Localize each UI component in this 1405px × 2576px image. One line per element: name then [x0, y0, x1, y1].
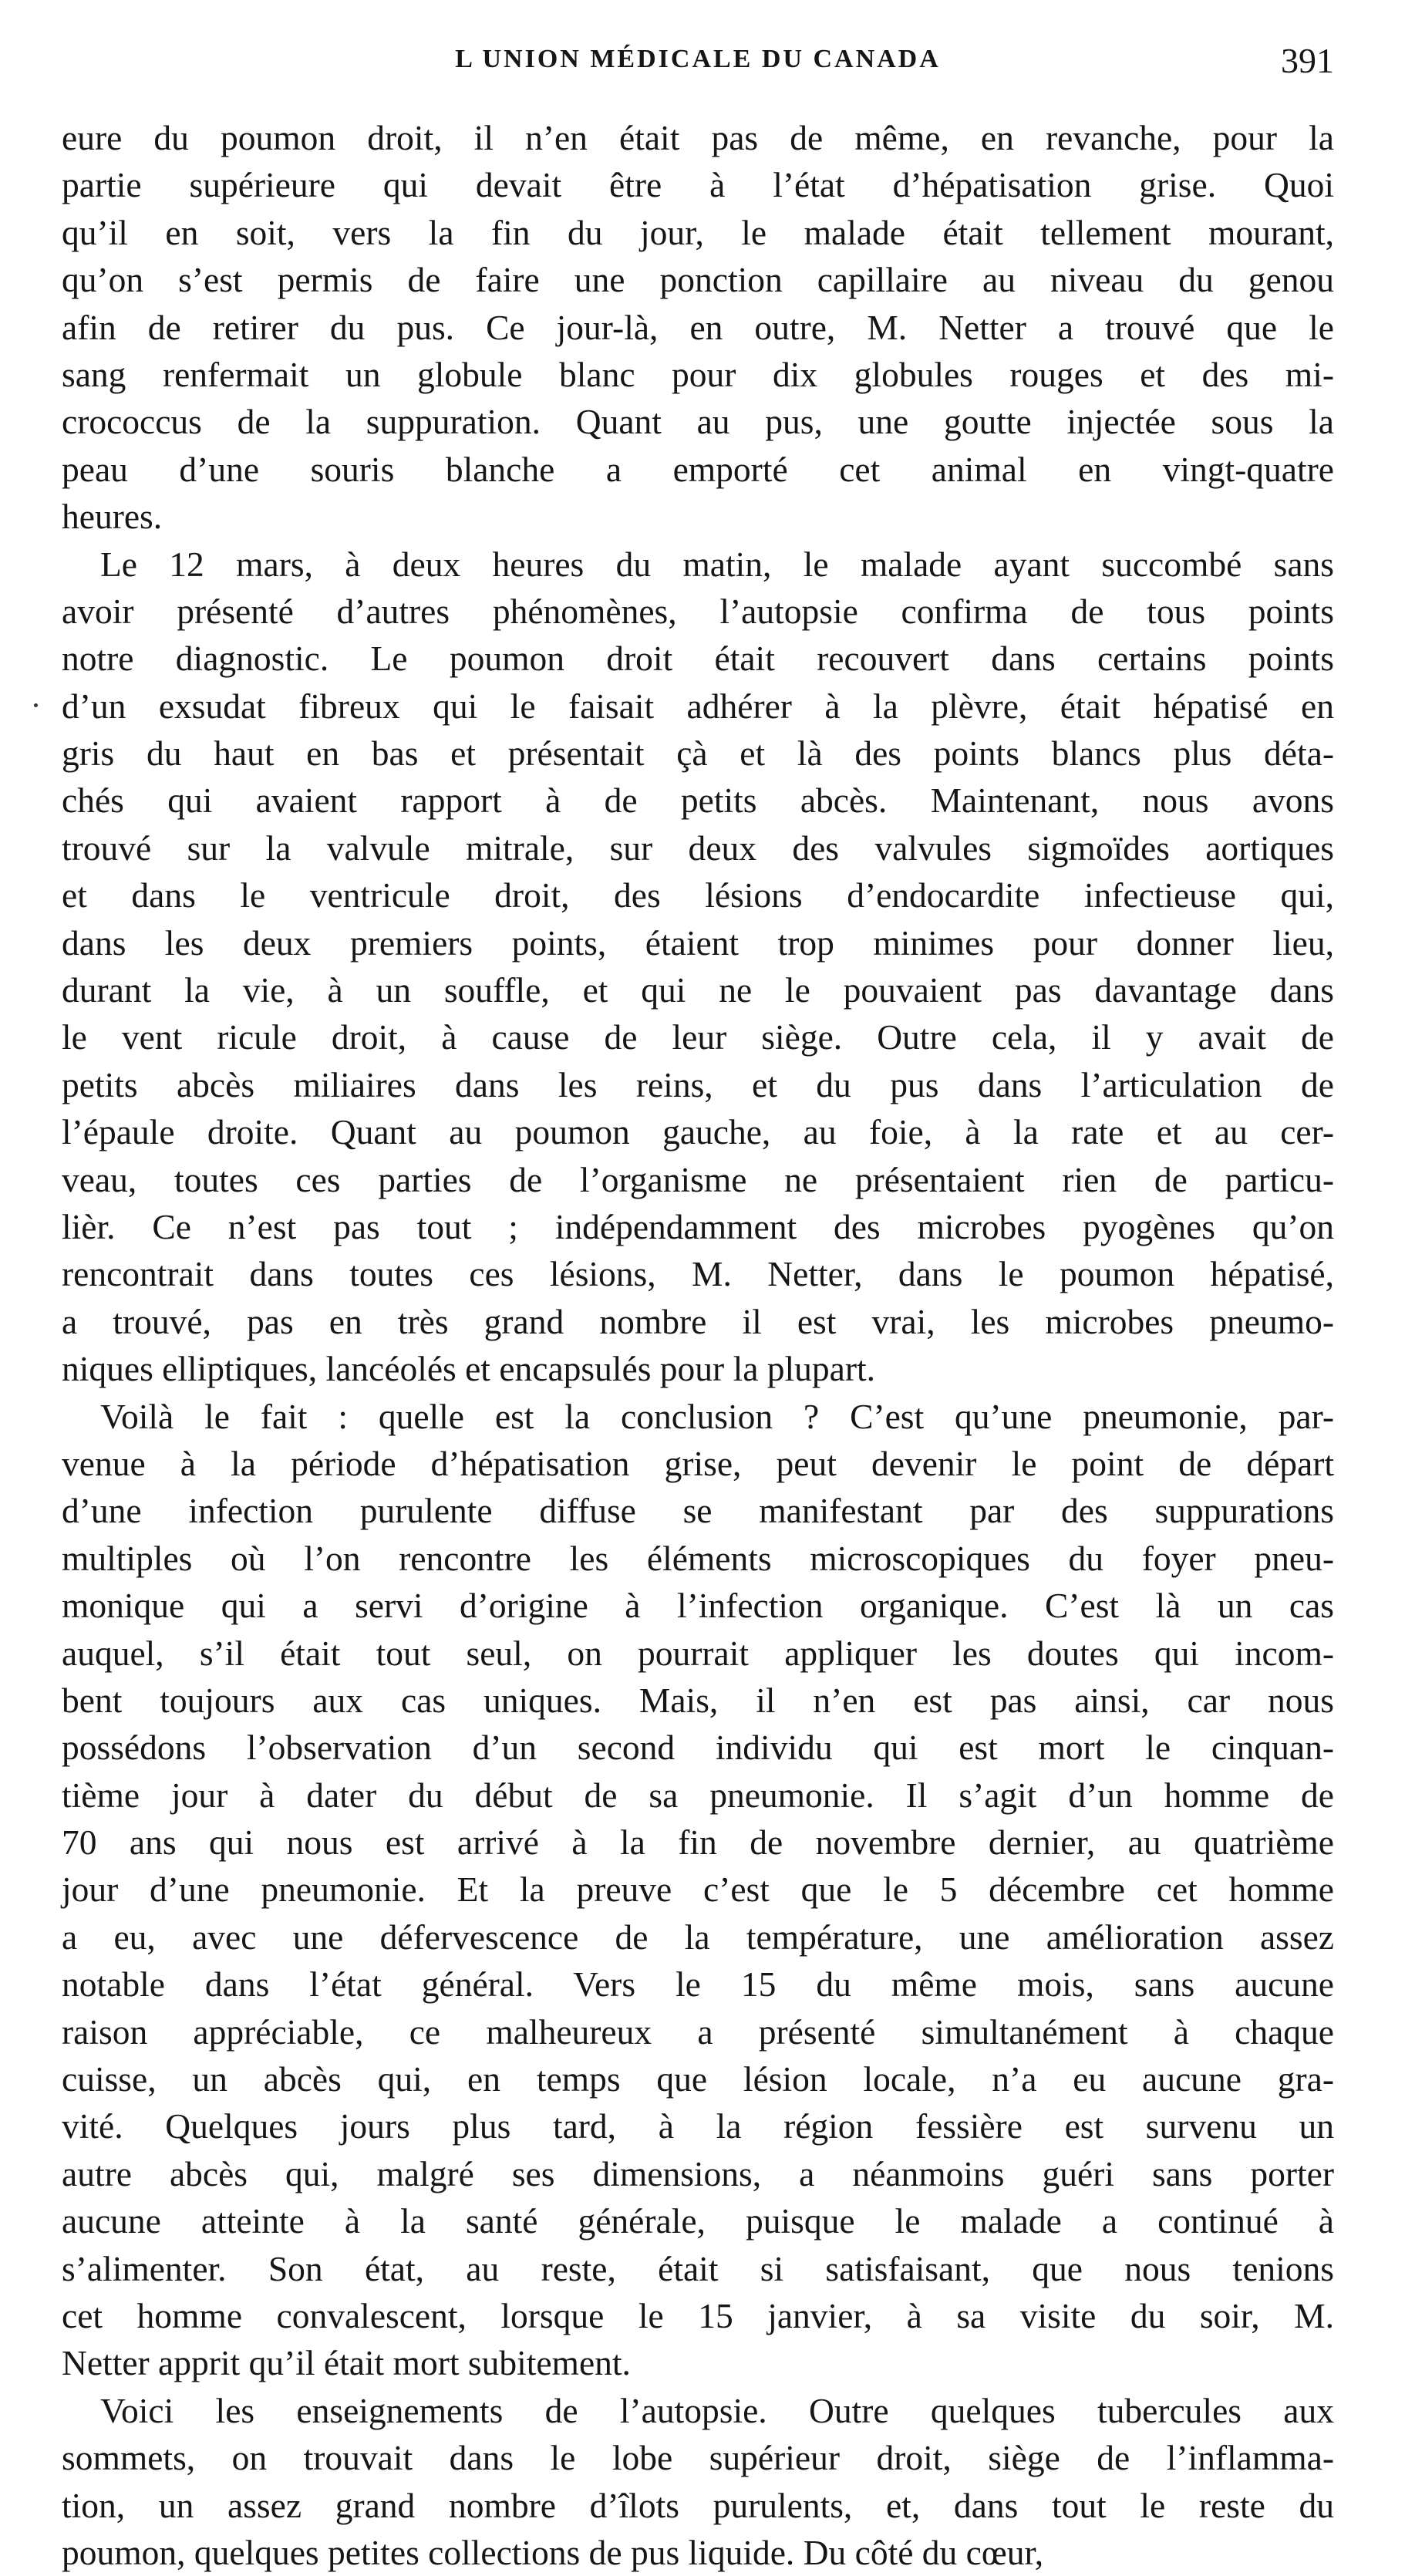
text-line: gris du haut en bas et présentait çà et là des points blancs plus déta-	[62, 733, 1334, 774]
text-line: qu’on s’est permis de faire une ponction capillaire au niveau du genou	[62, 260, 1334, 300]
body-text	[62, 114, 1334, 2576]
paragraph	[62, 2387, 1334, 2576]
text-line: bent toujours aux cas uniques. Mais, il n’en est pas ainsi, car nous	[62, 1680, 1334, 1720]
text-line: rencontrait dans toutes ces lésions, M. Netter, dans le poumon hépatisé,	[62, 1254, 1334, 1294]
text-line: a trouvé, pas en très grand nombre il est vrai, les microbes pneumo-	[62, 1301, 1334, 1341]
text-line: monique qui a servi d’origine à l’infection organique. C’est là un cas	[62, 1586, 1334, 1626]
text-line: peau d’une souris blanche a emporté cet animal en vingt-quatre	[62, 449, 1334, 489]
text-line: Le 12 mars, à deux heures du matin, le malade ayant succombé sans	[100, 544, 1334, 584]
text-line: trouvé sur la valvule mitrale, sur deux des valvules sigmoïdes aortiques	[62, 828, 1334, 868]
text-line: heures.	[62, 497, 163, 537]
text-line: multiples où l’on rencontre les éléments microscopiques du foyer pneu-	[62, 1538, 1334, 1578]
text-line: notre diagnostic. Le poumon droit était recouvert dans certains points	[62, 639, 1334, 679]
text-line: eure du poumon droit, il n’en était pas de même, en revanche, pour la	[62, 118, 1334, 157]
text-line: dans les deux premiers points, étaient trop minimes pour donner lieu,	[62, 922, 1334, 963]
text-line: raison appréciable, ce malheureux a présenté simultanément à chaque	[62, 2011, 1334, 2052]
text-line: jour d’une pneumonie. Et la preuve c’est que le 5 décembre cet homme	[62, 1870, 1334, 1910]
text-line: poumon, quelques petites collections de pus liquide. Du côté du cœur,	[62, 2532, 1044, 2572]
running-header	[62, 40, 1334, 86]
text-line: d’une infection purulente diffuse se manifestant par des suppurations	[62, 1491, 1334, 1531]
paragraph	[62, 541, 1334, 1393]
text-line: tième jour à dater du début de sa pneumonie. Il s’agit d’un homme de	[62, 1775, 1334, 1815]
text-line: veau, toutes ces parties de l’organisme ne présentaient rien de particu-	[62, 1159, 1334, 1199]
text-line: durant la vie, à un souffle, et qui ne le pouvaient pas davantage dans	[62, 970, 1334, 1010]
page-number: 391	[1281, 41, 1334, 80]
text-line: tion, un assez grand nombre d’îlots purulents, et, dans tout le reste du	[62, 2485, 1334, 2525]
text-line: d’un exsudat fibreux qui le faisait adhérer à la plèvre, était hépatisé en	[62, 686, 1334, 726]
text-line: afin de retirer du pus. Ce jour-là, en outre, M. Netter a trouvé que le	[62, 307, 1334, 347]
text-line: crococcus de la suppuration. Quant au pus, une goutte injectée sous la	[62, 402, 1334, 442]
text-line: Netter apprit qu’il était mort subitement.	[62, 2343, 631, 2383]
text-line: qu’il en soit, vers la fin du jour, le malade était tellement mourant,	[62, 212, 1334, 252]
text-line: cet homme convalescent, lorsque le 15 janvier, à sa visite du soir, M.	[62, 2295, 1334, 2335]
margin-mark	[34, 703, 38, 707]
text-line: autre abcès qui, malgré ses dimensions, a néanmoins guéri sans porter	[62, 2153, 1334, 2193]
text-line: et dans le ventricule droit, des lésions d’endocardite infectieuse qui,	[62, 875, 1334, 915]
text-line: sommets, on trouvait dans le lobe supérieur droit, siège de l’inflamma-	[62, 2438, 1334, 2478]
journal-title: L UNION MÉDICALE DU CANADA	[455, 45, 941, 73]
text-line: vité. Quelques jours plus tard, à la région fessière est survenu un	[62, 2106, 1334, 2146]
text-line: Voilà le fait : quelle est la conclusion ? C’est qu’une pneumonie, par-	[100, 1396, 1334, 1436]
paragraph	[62, 1393, 1334, 2387]
text-line: aucune atteinte à la santé générale, puisque le malade a continué à	[62, 2201, 1334, 2241]
text-line: notable dans l’état général. Vers le 15 du même mois, sans aucune	[62, 1964, 1334, 2004]
text-line: le vent ricule droit, à cause de leur siège. Outre cela, il y avait de	[62, 1017, 1334, 1057]
text-line: venue à la période d’hépatisation grise, peut devenir le point de départ	[62, 1443, 1334, 1483]
text-line: lièr. Ce n’est pas tout ; indépendamment des microbes pyogènes qu’on	[62, 1206, 1334, 1246]
paragraph	[62, 114, 1334, 541]
text-line: sang renfermait un globule blanc pour dix globules rouges et des mi-	[62, 354, 1334, 394]
text-line: possédons l’observation d’un second individu qui est mort le cinquan-	[62, 1728, 1334, 1768]
text-line: petits abcès miliaires dans les reins, et du pus dans l’articulation de	[62, 1064, 1334, 1104]
text-line: l’épaule droite. Quant au poumon gauche, au foie, à la rate et au cer-	[62, 1112, 1334, 1152]
text-line: a eu, avec une défervescence de la température, une amélioration assez	[62, 1917, 1334, 1957]
text-line: s’alimenter. Son état, au reste, était si satisfaisant, que nous tenions	[62, 2248, 1334, 2288]
text-line: niques elliptiques, lancéolés et encapsulés pour la plupart.	[62, 1349, 876, 1389]
text-line: chés qui avaient rapport à de petits abcès. Maintenant, nous avons	[62, 781, 1334, 821]
text-line: avoir présenté d’autres phénomènes, l’autopsie confirma de tous points	[62, 591, 1334, 631]
text-line: auquel, s’il était tout seul, on pourrait appliquer les doutes qui incom-	[62, 1633, 1334, 1673]
text-line: cuisse, un abcès qui, en temps que lésion locale, n’a eu aucune gra-	[62, 2059, 1334, 2099]
text-line: 70 ans qui nous est arrivé à la fin de novembre dernier, au quatrième	[62, 1822, 1334, 1863]
text-line: Voici les enseignements de l’autopsie. Outre quelques tubercules aux	[100, 2390, 1334, 2430]
text-line: partie supérieure qui devait être à l’état d’hépatisation grise. Quoi	[62, 165, 1334, 205]
